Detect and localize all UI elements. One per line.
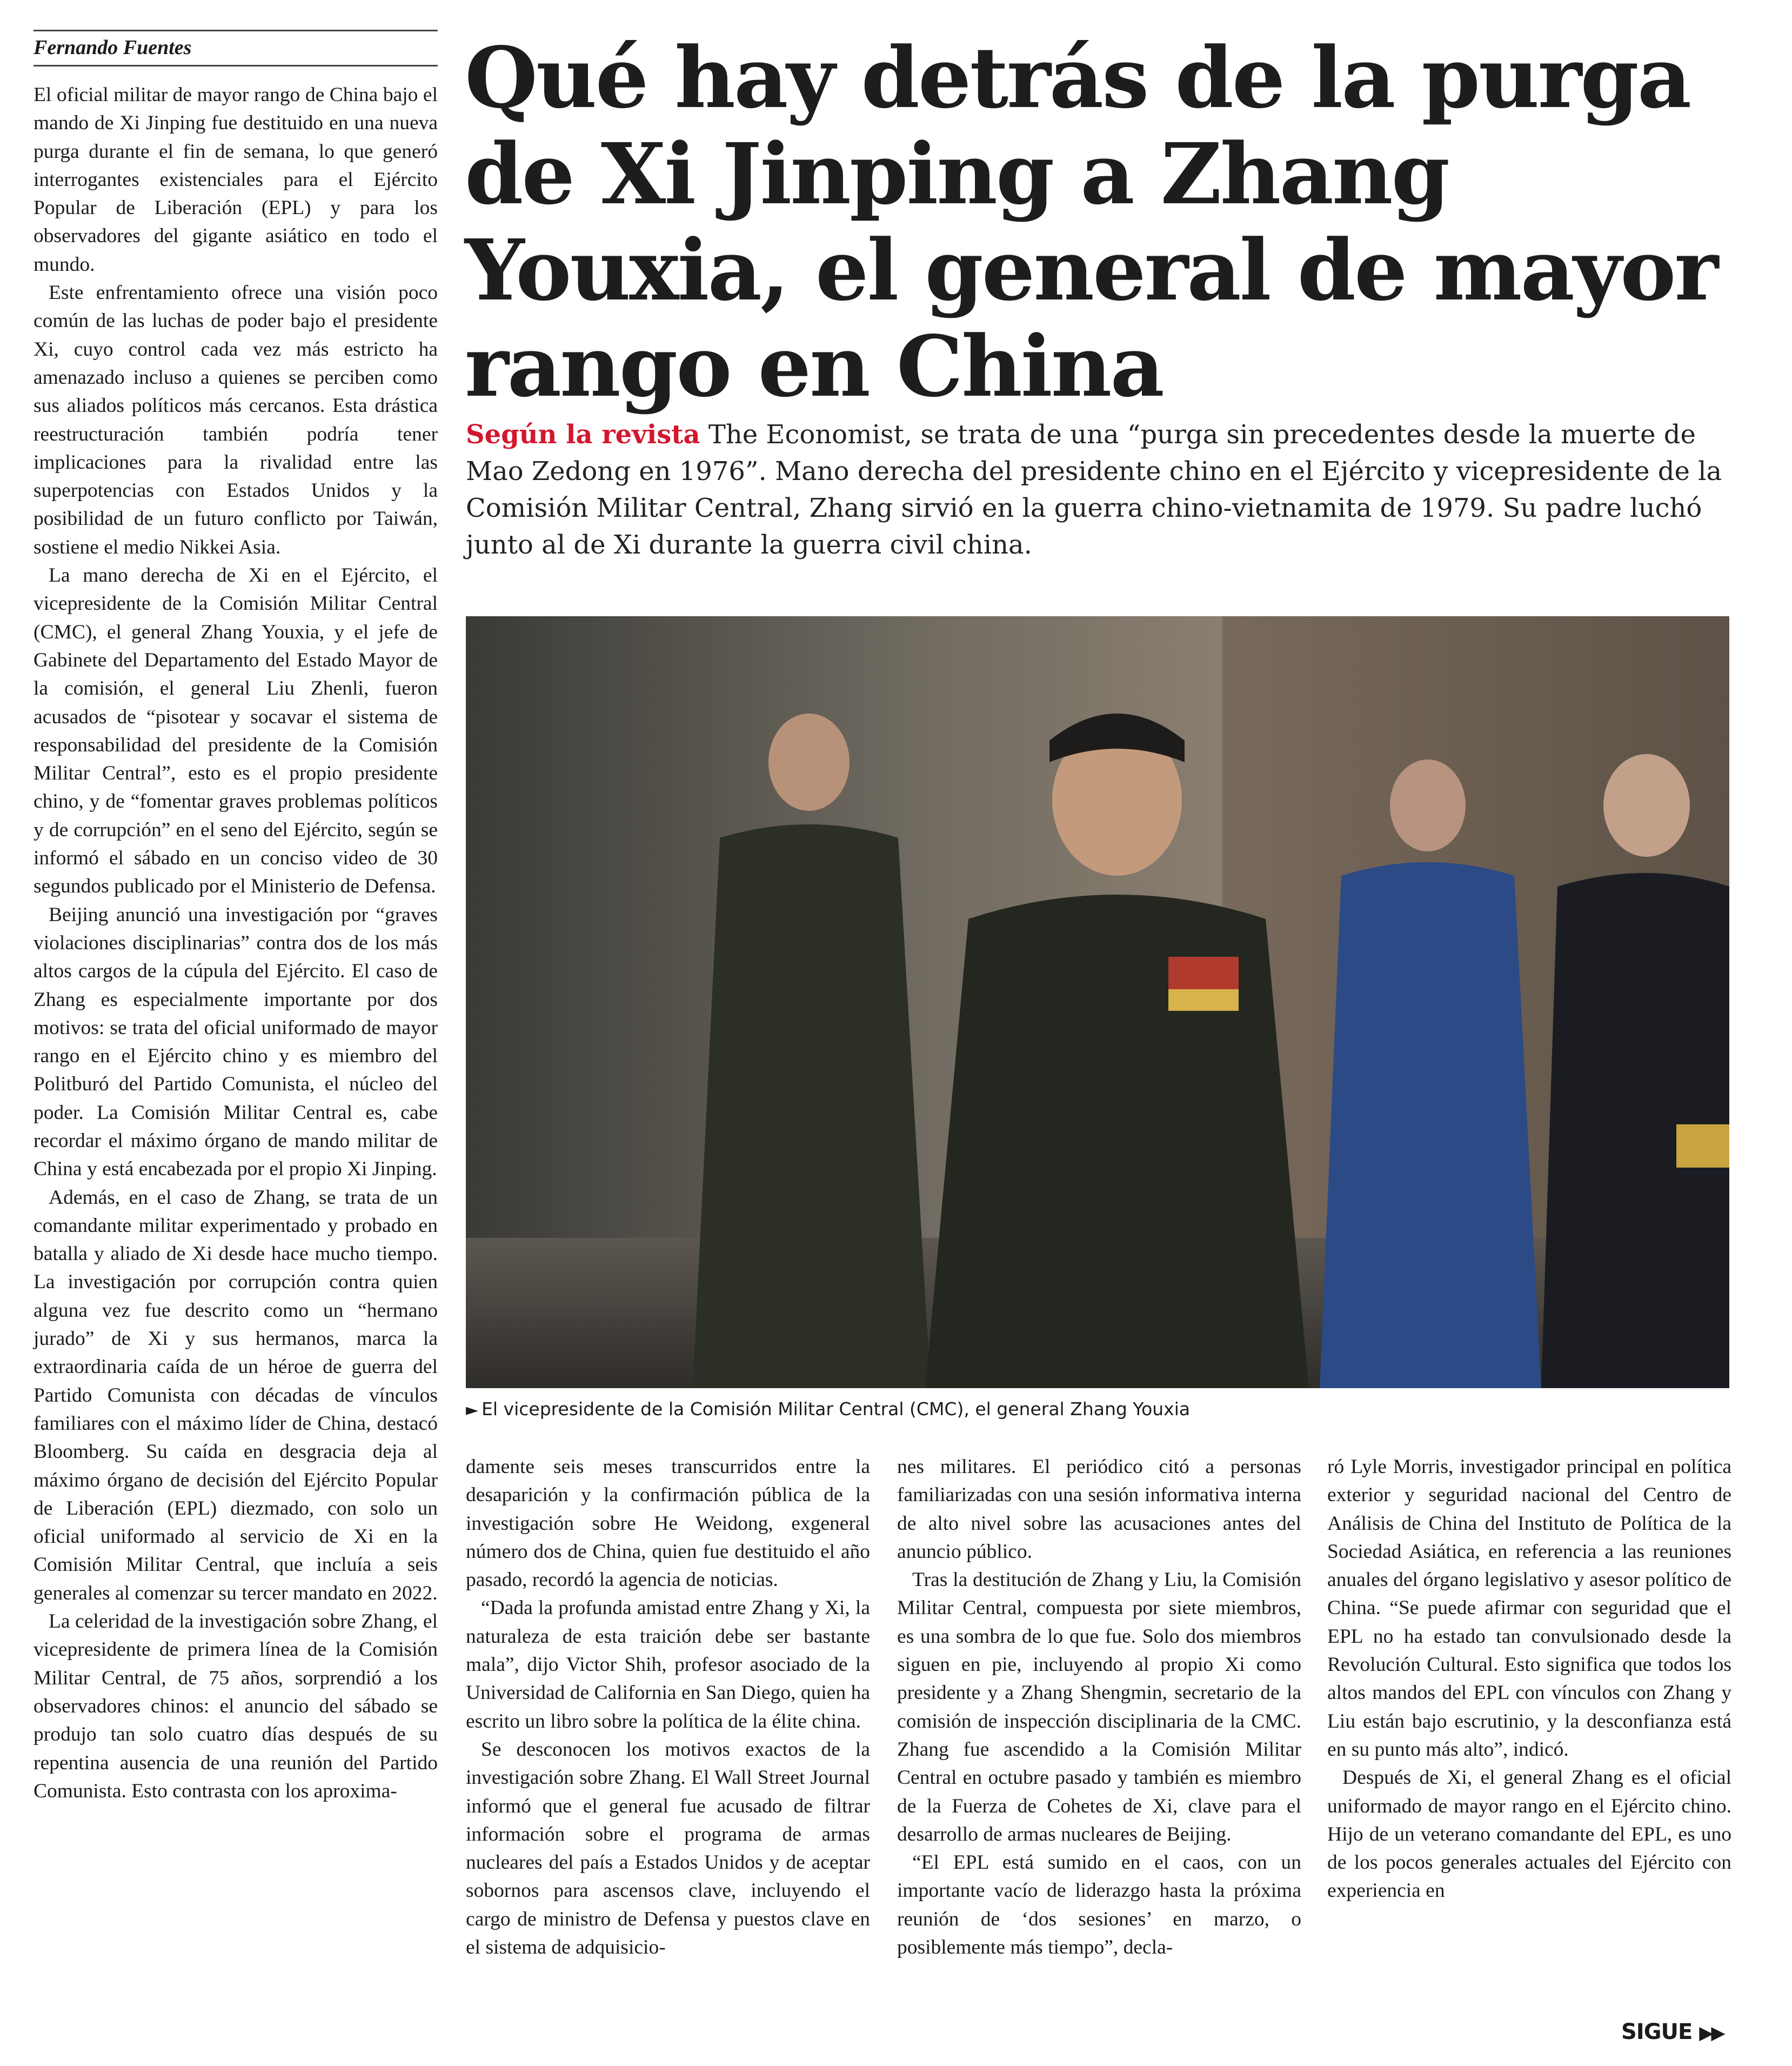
paragraph: nes militares. El periódico citó a personas familiarizadas con una sesión informativa interna de alto nivel sobre las acusaciones antes del anuncio público. — [897, 1456, 1301, 1563]
paragraph: Beijing anunció una investigación por “graves violaciones disciplinarias” contra dos de los más altos cargos de la cúpula del Ejército. El caso de Zhang es especialmente importante por dos motivos: se trata del oficial uniformado de mayor rango en el Ejército chino y es miembro del Politburó del Partido Comunista, el núcleo del poder. La Comisión Militar Central es, cabe recordar el máximo órgano de mando militar de China y está encabezada por el propio Xi Jinping. — [34, 903, 438, 1181]
double-arrow-icon: ▶▶ — [1699, 2022, 1723, 2044]
lede-kicker: Según la revista — [466, 419, 700, 450]
article-column-2 — [466, 1453, 870, 1962]
paragraph: damente seis meses transcurridos entre la desaparición y la confirmación pública de la investigación sobre He Weidong, exgeneral número dos de China, quien fue destituido el año pasado, recordó la agencia de noticias. — [466, 1456, 870, 1591]
continue-label: SIGUE — [1621, 2020, 1693, 2044]
paragraph: “El EPL está sumido en el caos, con un importante vacío de liderazgo hasta la próxima reunión de ‘dos sesiones’ en marzo, o posiblemente más tiempo”, decla- — [897, 1851, 1301, 1959]
paragraph: Este enfrentamiento ofrece una visión poco común de las luchas de poder bajo el presidente Xi, cuyo control cada vez más estricto ha amenazado incluso a quienes se perciben como sus aliados políticos más cercanos. Esta drástica reestructuración también podría tener implicaciones para la rivalidad entre las superpotencias con Estados Unidos y la posibilidad de un futuro conflicto por Taiwán, sostiene el medio Nikkei Asia. — [34, 282, 438, 558]
photo-military-officers — [466, 616, 1729, 1388]
paragraph: Además, en el caso de Zhang, se trata de un comandante militar experimentado y probado en batalla y aliado de Xi desde hace mucho tiempo. La investigación por corrupción contra quien alguna vez fue descrito como un “hermano jurado” de Xi y sus hermanos, marca la extraordinaria caída de un héroe de guerra del Partido Comunista con décadas de vínculos familiares con el máximo líder de China, destacó Bloomberg. Su caída en desgracia deja al máximo órgano de decisión del Ejército Popular de Liberación (EPL) diezmado, con solo un oficial uniformado al servicio de Xi en la Comisión Militar Central, que incluía a seis generales al comenzar su tercer mandato en 2022. — [34, 1186, 438, 1604]
article-column-3 — [897, 1453, 1301, 1962]
paragraph: “Dada la profunda amistad entre Zhang y Xi, la naturaleza de esta traición debe ser bastante mala”, dijo Victor Shih, profesor asociado de la Universidad de California en San Diego, quien ha escrito un libro sobre la política de la élite china. — [466, 1597, 870, 1732]
paragraph: La mano derecha de Xi en el Ejército, el vicepresidente de la Comisión Militar Central (CMC), el general Zhang Youxia, y el jefe de Gabinete del Departamento del Estado Mayor de la comisión, el general Liu Zhenli, fueron acusados de “pisotear y socavar el sistema de responsabilidad del presidente de la Comisión Militar Central”, esto es el propio presidente chino, y de “fomentar graves problemas políticos y de corrupción” en el seno del Ejército, según se informó el sábado en un conciso video de 30 segundos publicado por el Ministerio de Defensa. — [34, 564, 438, 898]
caption-arrow-icon: ► — [466, 1401, 479, 1419]
lede-text: The Economist, se trata de una “purga sin precedentes desde la muerte de Mao Zedong en 1976”. Mano derecha del presidente chino en el Ejército y vicepresidente de la Comisión Militar Central, Zhang sirvió en la guerra chino-vietnamita de 1979. Su padre luchó junto al de Xi durante la guerra civil china. — [466, 419, 1722, 560]
paragraph: ró Lyle Morris, investigador principal en política exterior y seguridad nacional del Centro de Análisis de China del Instituto de Política de la Sociedad Asiática, en referencia a las reuniones anuales del órgano legislativo y asesor político de China. “Se puede afirmar con seguridad que el EPL no ha estado tan convulsionado desde la Revolución Cultural. Esto significa que todos los altos mandos del EPL con vínculos con Zhang y Liu están bajo escrutinio, y la desconfianza está en su punto más alto”, indicó. — [1327, 1456, 1731, 1761]
article-column-1 — [34, 81, 438, 1805]
caption-text: El vicepresidente de la Comisión Militar Central (CMC), el general Zhang Youxia — [482, 1398, 1191, 1419]
paragraph: Tras la destitución de Zhang y Liu, la Comisión Militar Central, compuesta por siete miembros, es una sombra de lo que fue. Solo dos miembros siguen en pie, incluyendo al propio Xi como presidente y a Zhang Shengmin, secretario de la comisión de inspección disciplinaria de la CMC. Zhang fue ascendido a la Comisión Militar Central en octubre pasado y también es miembro de la Fuerza de Cohetes de Xi, clave para el desarrollo de armas nucleares de Beijing. — [897, 1569, 1301, 1845]
paragraph: Se desconocen los motivos exactos de la investigación sobre Zhang. El Wall Street Journal informó que el general fue acusado de filtrar información sobre el programa de armas nucleares del país a Estados Unidos y de aceptar sobornos para ascensos clave, incluyendo el cargo de ministro de Defensa y puestos clave en el sistema de adquisicio- — [466, 1738, 870, 1959]
photo-caption — [466, 1397, 1729, 1422]
paragraph: El oficial militar de mayor rango de China bajo el mando de Xi Jinping fue destituido en una nueva purga durante el fin de semana, lo que generó interrogantes existenciales para el Ejército Popular de Liberación (EPL) y para los observadores del gigante asiático en todo el mundo. — [34, 84, 438, 276]
continue-marker — [1621, 2020, 1723, 2044]
lede — [466, 416, 1741, 563]
byline: Fernando Fuentes — [34, 30, 438, 66]
paragraph: La celeridad de la investigación sobre Zhang, el vicepresidente de primera línea de la Comisión Militar Central, de 75 años, sorprendió a los observadores chinos: el anuncio del sábado se produjo tan solo cuatro días después de su repentina ausencia de una reunión del Partido Comunista. Esto contrasta con los aproxima- — [34, 1610, 438, 1802]
article-column-4 — [1327, 1453, 1731, 1905]
headline: Qué hay detrás de la purga de Xi Jinping a Zhang Youxia, el general de mayor rango en China — [465, 28, 1717, 416]
paragraph: Después de Xi, el general Zhang es el oficial uniformado de mayor rango en el Ejército chino. Hijo de un veterano comandante del EPL, es uno de los pocos generales actuales del Ejército con experiencia en — [1327, 1767, 1731, 1902]
